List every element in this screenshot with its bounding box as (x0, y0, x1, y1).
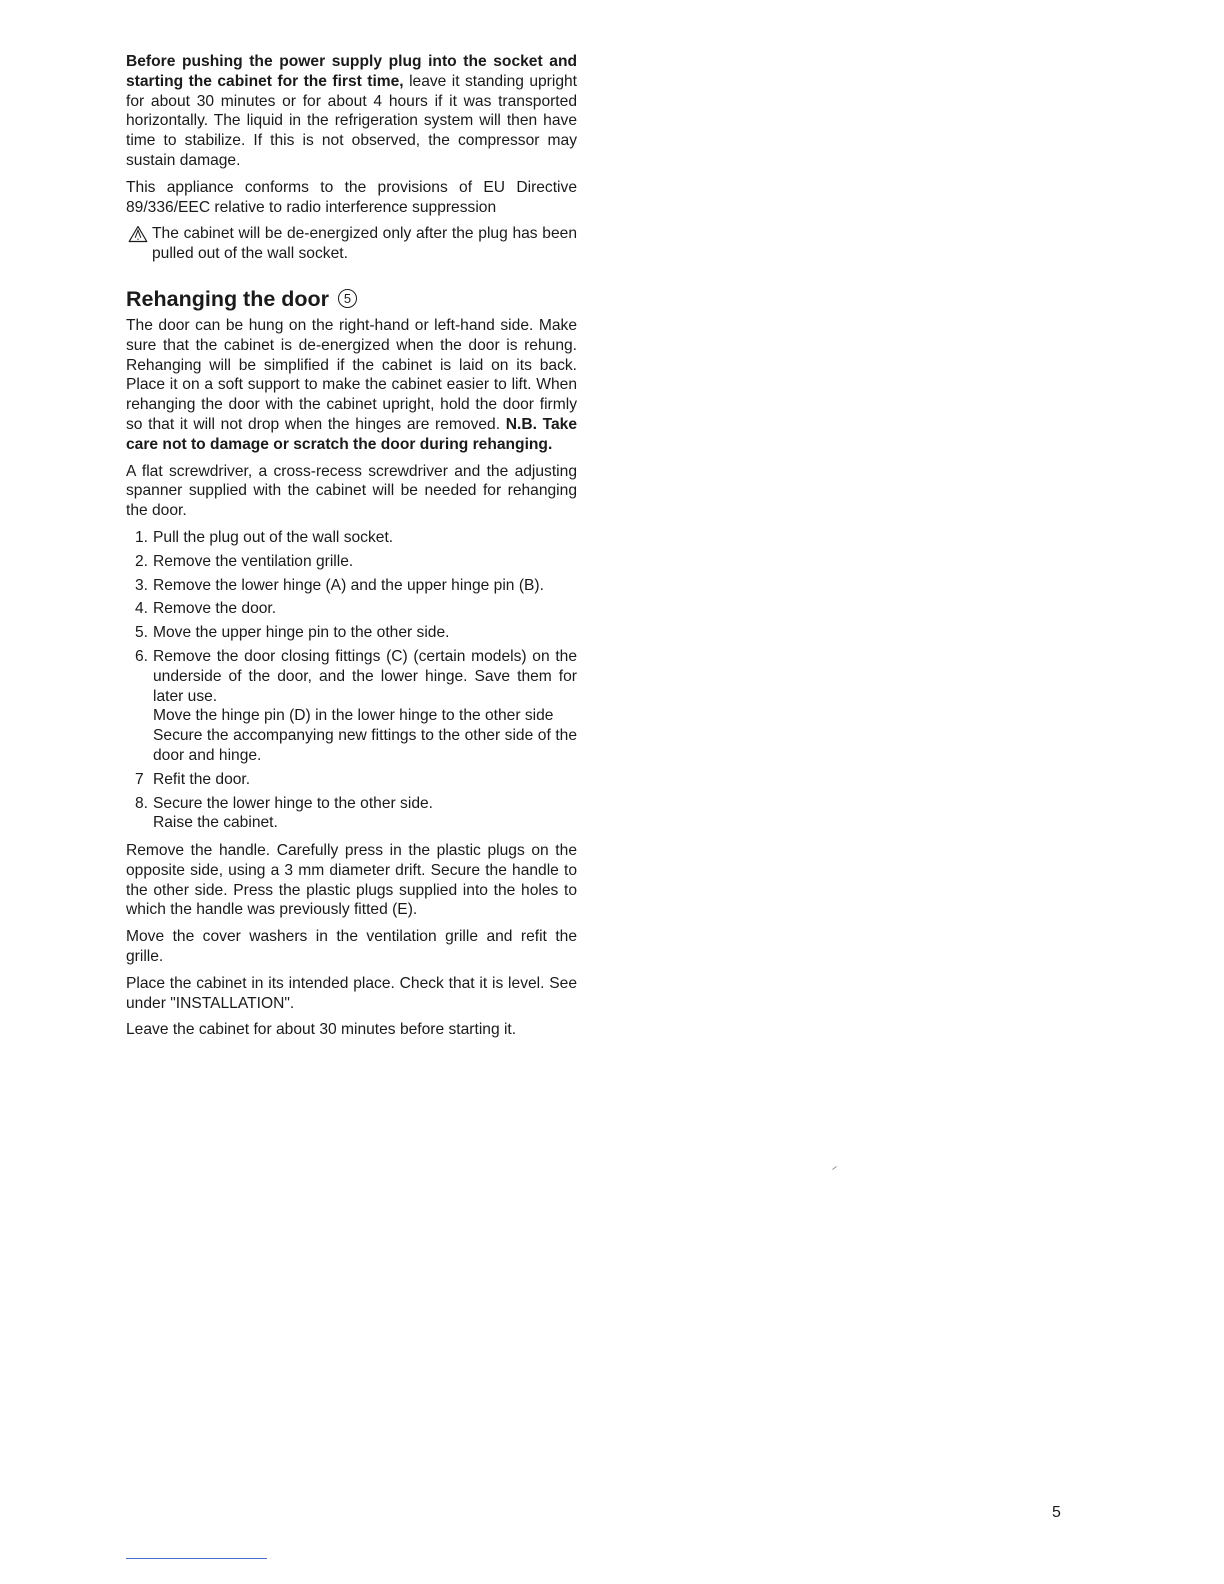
section-intro-text: The door can be hung on the right-hand or left-hand side. Make sure that the cabinet is de-energized when the door is rehung. Rehanging will be simplified if the cabinet is laid on its back. Place it on a soft support to make the cabinet easier to lift. When rehanging the door with the cabinet upright, hold the door firmly so that it will not drop when the hinges are removed. (126, 316, 577, 433)
step-text: Remove the door closing fittings (C) (certain models) on the underside of the door, and the lower hinge. Save them for later use. (153, 647, 577, 705)
step-text: Move the upper hinge pin to the other side. (153, 624, 450, 642)
step-text: Remove the door. (153, 600, 277, 618)
step-number: 7 (135, 770, 144, 788)
step-text: Secure the accompanying new fittings to the other side of the door and hinge. (153, 727, 577, 764)
step-number: 3. (135, 576, 149, 594)
warning-note (126, 224, 577, 264)
intro-bold-lead: Before pushing the power supply plug into the socket and starting the cabinet for the first time, (126, 53, 577, 90)
wait-paragraph: Leave the cabinet for about 30 minutes before starting it. (126, 1021, 517, 1039)
step-number: 8. (135, 794, 149, 812)
step-item (126, 770, 577, 790)
step-text: Remove the lower hinge (A) and the upper hinge pin (B). (153, 576, 544, 594)
step-item (126, 647, 577, 766)
step-text: Pull the plug out of the wall socket. (153, 528, 394, 546)
step-number: 2. (135, 552, 149, 570)
tools-paragraph: A flat screwdriver, a cross-recess screwdriver and the adjusting spanner supplied with the cabinet will be needed for rehanging the door. (126, 462, 577, 520)
step-item (126, 623, 577, 643)
step-number: 4. (135, 600, 149, 618)
step-text: Secure the lower hinge to the other side. (153, 794, 433, 812)
handle-paragraph: Remove the handle. Carefully press in the plastic plugs on the opposite side, using a 3 mm diameter drift. Secure the handle to the other side. Press the plastic plugs supplied into the holes to which the handle was previously fitted (E). (126, 842, 577, 919)
section-heading (126, 286, 577, 312)
figure-reference: 5 (338, 289, 357, 308)
step-item (126, 576, 577, 596)
page-number: 5 (1052, 1504, 1061, 1521)
section-intro-paragraph (126, 316, 577, 455)
footer-rule (126, 1558, 267, 1559)
step-item (126, 528, 577, 548)
warning-triangle-icon (128, 225, 148, 243)
step-number: 6. (135, 647, 149, 665)
directive-paragraph: This appliance conforms to the provisions of EU Directive 89/336/EEC relative to radio interference suppression (126, 178, 577, 216)
steps-list (126, 528, 577, 833)
scan-speck (832, 1166, 837, 1170)
step-text: Raise the cabinet. (153, 814, 278, 832)
washers-paragraph: Move the cover washers in the ventilation grille and refit the grille. (126, 928, 577, 966)
placement-paragraph: Place the cabinet in its intended place. Check that it is level. See under "INSTALLATION". (126, 974, 577, 1012)
intro-paragraph (126, 52, 577, 171)
step-item (126, 552, 577, 572)
step-number: 1. (135, 528, 149, 546)
section-intro-bold: N.B. Take care not to damage or scratch the door during rehanging. (126, 415, 577, 453)
step-number: 5. (135, 624, 149, 642)
intro-rest: leave it standing upright for about 30 minutes or for about 4 hours if it was transported horizontally. The liquid in the refrigeration system will then have time to stabilize. If this is not observed, the compressor may sustain damage. (126, 72, 577, 169)
section-title: Rehanging the door (126, 286, 330, 311)
warning-text: The cabinet will be de-energized only after the plug has been pulled out of the wall socket. (152, 225, 577, 263)
step-item (126, 599, 577, 619)
step-text: Move the hinge pin (D) in the lower hinge to the other side (153, 707, 554, 725)
main-column (126, 52, 577, 1047)
step-text: Remove the ventilation grille. (153, 552, 354, 570)
step-text: Refit the door. (153, 770, 251, 788)
step-item (126, 794, 577, 834)
